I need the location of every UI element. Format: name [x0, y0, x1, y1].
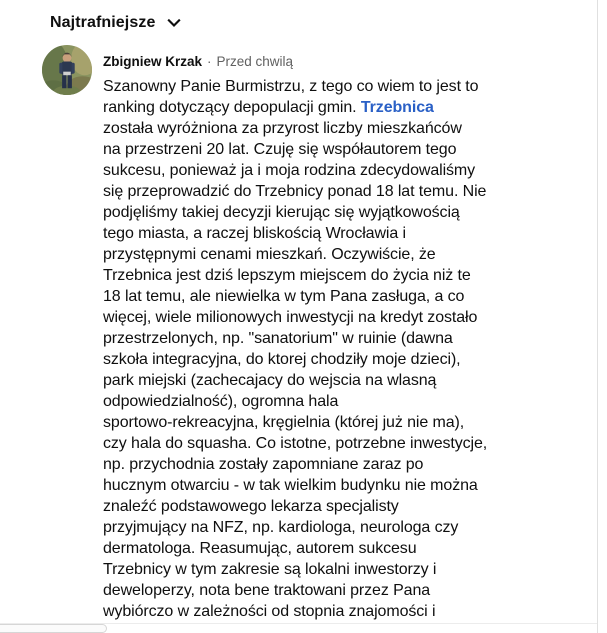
comment-text-line — [103, 181, 573, 202]
comment-text-line — [103, 496, 573, 517]
comment-text: Trzebnicy w tym zakresie są lokalni inwestorzy i — [103, 561, 437, 578]
comment-text-line — [103, 601, 573, 622]
avatar[interactable] — [42, 45, 92, 95]
trzebnica-link[interactable]: Trzebnica — [360, 99, 434, 116]
comment-text-line — [103, 433, 573, 454]
comment-text: czy hala do squasha. Co istotne, potrzebne inwestycje, — [103, 435, 488, 452]
comment-text: więcej, wiele milionowych inwestycji na kredyt zostało — [103, 309, 478, 326]
comment-text-line — [103, 517, 573, 538]
comment-text: znaleźć podstawowego lekarza specjalisty — [103, 498, 399, 515]
comment-text: Trzebnica jest dziś lepszym miejscem do życia niż te — [103, 267, 471, 284]
sort-label: Najtrafniejsze — [50, 14, 156, 31]
comment-text: hucznym otwarciu - w tak wielkim budynku nie można — [103, 477, 478, 494]
comment-text-line — [103, 139, 573, 160]
comment-text: wybiórczo w zależności od stopnia znajomości i — [103, 603, 436, 620]
comment-text-line — [103, 307, 573, 328]
comment-text: na przestrzeni 20 lat. Czuję się współautorem tego — [103, 141, 457, 158]
horizontal-scrollbar-thumb[interactable] — [0, 624, 107, 633]
comment-text-line — [103, 538, 573, 559]
comment-text: ranking dotyczący depopulacji gmin. — [103, 99, 361, 116]
comment-text-line — [103, 202, 573, 223]
comment-text-line — [103, 160, 573, 181]
comment-text: została wyróżniona za przyrost liczby mieszkańców — [103, 120, 462, 137]
comment-body — [103, 76, 573, 633]
comment-text-line — [103, 265, 573, 286]
comment-text-line — [103, 223, 573, 244]
comment-text: przyjmujący na NFZ, np. kardiologa, neurologa czy — [103, 519, 459, 536]
comment-text-line — [103, 370, 573, 391]
comment-text: park miejski (zachecajacy do wejscia na wlasną — [103, 372, 437, 389]
comment-text-line — [103, 391, 573, 412]
comment-text-line — [103, 454, 573, 475]
timestamp[interactable]: Przed chwilą — [216, 54, 294, 69]
comment-text: sportowo-rekreacyjna, kręgielnia (której już nie ma), — [103, 414, 465, 431]
comment-text: odpowiedzialność), ogromna hala — [103, 393, 339, 410]
comment-text: przestrzelonych, np. "sanatorium" w ruinie (dawna — [103, 330, 453, 347]
comment-text-line — [103, 286, 573, 307]
comment-meta — [103, 54, 293, 69]
sort-dropdown[interactable] — [50, 13, 184, 33]
comment-text: podjęliśmy takiej decyzji kierując się wyjątkowością — [103, 204, 460, 221]
comment-text-line — [103, 475, 573, 496]
comment-text: sukcesu, ponieważ ja i moja rodzina zdecydowaliśmy — [103, 162, 476, 179]
comment-text-line — [103, 580, 573, 601]
comment-text-line — [103, 328, 573, 349]
comment-text: Szanowny Panie Burmistrzu, z tego co wiem to jest to — [103, 78, 479, 95]
comment-text: dermatologa. Reasumując, autorem sukcesu — [103, 540, 417, 557]
comment-text: się przeprowadzić do Trzebnicy ponad 18 lat temu. Nie — [103, 183, 487, 200]
meta-separator: · — [207, 54, 212, 69]
comment-text: np. przychodnia zostały zapomniane zaraz po — [103, 456, 424, 473]
comment-text: szkoła integracyjna, do ktorej chodziły moje dzieci), — [103, 351, 461, 368]
comment-text: deweloperzy, nota bene traktowani przez Pana — [103, 582, 431, 599]
vertical-scrollbar[interactable] — [597, 0, 607, 633]
comment-text-line — [103, 349, 573, 370]
comment-text: tego miasta, a raczej bliskością Wrocławia i — [103, 225, 406, 242]
comment-text-line — [103, 244, 573, 265]
comment-text-line — [103, 76, 573, 97]
comment-text-line — [103, 412, 573, 433]
comment-text-line — [103, 118, 573, 139]
chevron-down-icon — [164, 13, 184, 33]
comment-text: 18 lat temu, ale niewielka w tym Pana zasługa, a co — [103, 288, 465, 305]
comment-text-line — [103, 97, 573, 118]
author-name[interactable]: Zbigniew Krzak — [103, 54, 203, 69]
comment-text: przystępnymi cenami mieszkań. Oczywiście, że — [103, 246, 436, 263]
comment-text-line — [103, 559, 573, 580]
horizontal-scrollbar[interactable] — [0, 623, 597, 633]
avatar-photo — [42, 45, 92, 95]
